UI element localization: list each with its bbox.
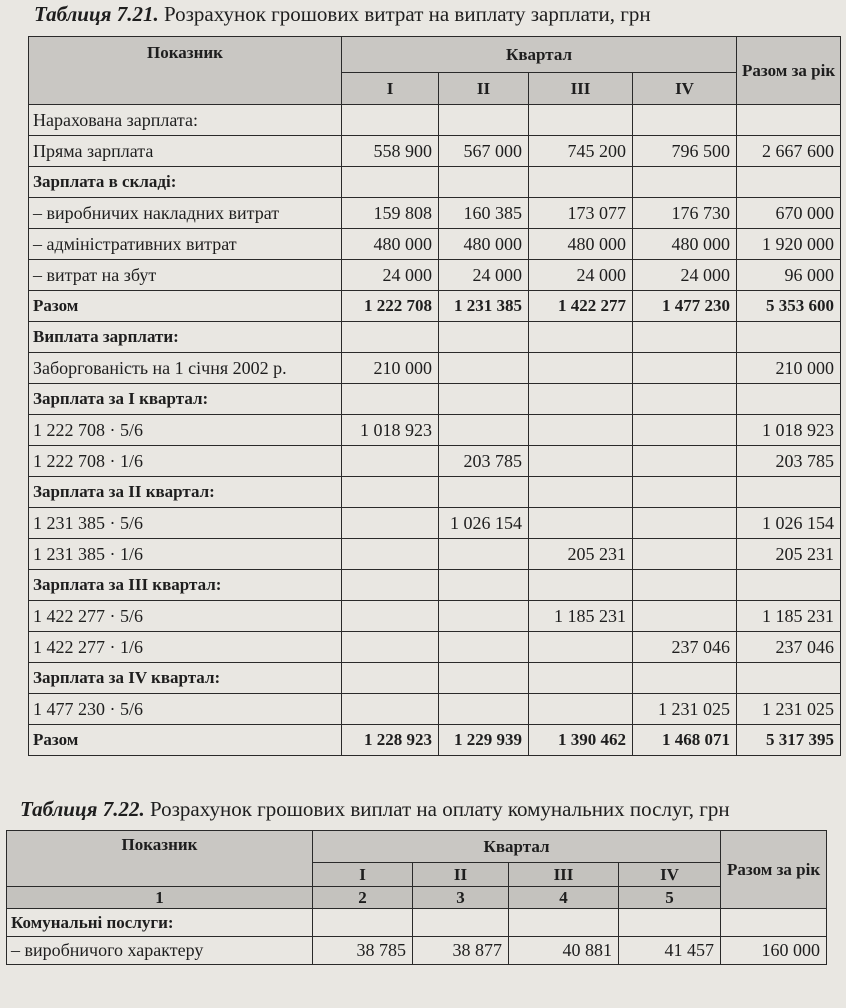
value-cell (439, 477, 529, 508)
table-row (29, 446, 841, 477)
value-cell (529, 508, 633, 539)
value-cell (529, 105, 633, 136)
value-cell: 24 000 (633, 260, 737, 291)
value-cell: 1 018 923 (342, 415, 439, 446)
value-cell (313, 909, 413, 937)
table-row (7, 909, 827, 937)
value-cell: 1 231 385 (439, 291, 529, 322)
value-cell (342, 384, 439, 415)
value-cell: 567 000 (439, 136, 529, 167)
header-q3: III (529, 73, 633, 105)
value-cell (529, 322, 633, 353)
value-cell (439, 167, 529, 198)
header-quarter: Квартал (313, 831, 721, 863)
value-cell: 1 477 230 (633, 291, 737, 322)
table-row (29, 508, 841, 539)
header-col-number: 5 (619, 887, 721, 909)
value-cell (439, 694, 529, 725)
value-cell: 41 457 (619, 937, 721, 965)
row-label: Виплата зарплати: (29, 322, 342, 353)
value-cell: 1 390 462 (529, 725, 633, 756)
value-cell (529, 694, 633, 725)
table-row (29, 632, 841, 663)
value-cell (342, 446, 439, 477)
value-cell: 40 881 (509, 937, 619, 965)
value-cell: 205 231 (737, 539, 841, 570)
row-label: – адміністративних витрат (29, 229, 342, 260)
value-cell (439, 353, 529, 384)
header-q4: IV (633, 73, 737, 105)
value-cell: 1 231 025 (737, 694, 841, 725)
value-cell (633, 508, 737, 539)
header-indicator: Показник (7, 831, 313, 887)
caption-label: Таблиця 7.22. (20, 797, 145, 821)
value-cell (737, 477, 841, 508)
value-cell (439, 632, 529, 663)
table-row (29, 694, 841, 725)
value-cell: 2 667 600 (737, 136, 841, 167)
header-q4: IV (619, 863, 721, 887)
table-body (7, 909, 827, 965)
value-cell: 745 200 (529, 136, 633, 167)
value-cell (633, 105, 737, 136)
value-cell (509, 909, 619, 937)
table-row (29, 477, 841, 508)
value-cell: 210 000 (737, 353, 841, 384)
row-label: Разом (29, 291, 342, 322)
value-cell (633, 570, 737, 601)
value-cell (342, 570, 439, 601)
row-label: 1 222 708 · 1/6 (29, 446, 342, 477)
table-row (29, 291, 841, 322)
table-body (29, 105, 841, 756)
row-label: Зарплата за II квартал: (29, 477, 342, 508)
table-row (7, 937, 827, 965)
value-cell: 24 000 (529, 260, 633, 291)
value-cell (737, 663, 841, 694)
value-cell: 203 785 (439, 446, 529, 477)
value-cell (342, 167, 439, 198)
table-row (29, 384, 841, 415)
value-cell (737, 384, 841, 415)
header-col-number: 1 (7, 887, 313, 909)
row-label: Зарплата за III квартал: (29, 570, 342, 601)
salary-payments-table (28, 36, 841, 756)
value-cell (633, 663, 737, 694)
row-label: 1 477 230 · 5/6 (29, 694, 342, 725)
value-cell: 1 026 154 (737, 508, 841, 539)
value-cell (529, 384, 633, 415)
value-cell: 480 000 (439, 229, 529, 260)
value-cell: 480 000 (529, 229, 633, 260)
utility-payments-table (6, 830, 827, 965)
value-cell (342, 477, 439, 508)
value-cell (439, 105, 529, 136)
value-cell (633, 384, 737, 415)
value-cell (439, 415, 529, 446)
value-cell: 38 785 (313, 937, 413, 965)
value-cell (439, 663, 529, 694)
row-label: Зарплата за I квартал: (29, 384, 342, 415)
table-row (29, 353, 841, 384)
value-cell (737, 105, 841, 136)
value-cell: 38 877 (413, 937, 509, 965)
table-row (29, 198, 841, 229)
value-cell: 237 046 (737, 632, 841, 663)
row-label: – виробничих накладних витрат (29, 198, 342, 229)
value-cell: 558 900 (342, 136, 439, 167)
value-cell: 1 422 277 (529, 291, 633, 322)
table-row (29, 570, 841, 601)
value-cell: 176 730 (633, 198, 737, 229)
value-cell (439, 570, 529, 601)
value-cell: 237 046 (633, 632, 737, 663)
value-cell (342, 105, 439, 136)
table-row (29, 105, 841, 136)
value-cell: 160 000 (721, 937, 827, 965)
value-cell (439, 539, 529, 570)
table-row (29, 229, 841, 260)
value-cell (619, 909, 721, 937)
value-cell (737, 322, 841, 353)
value-cell (529, 570, 633, 601)
value-cell (633, 322, 737, 353)
value-cell (633, 167, 737, 198)
value-cell: 1 222 708 (342, 291, 439, 322)
value-cell: 1 026 154 (439, 508, 529, 539)
value-cell: 205 231 (529, 539, 633, 570)
row-label: – витрат на збут (29, 260, 342, 291)
table-row (29, 260, 841, 291)
value-cell (633, 477, 737, 508)
value-cell (439, 601, 529, 632)
header-col-number: 2 (313, 887, 413, 909)
value-cell (737, 167, 841, 198)
table-row (29, 725, 841, 756)
value-cell: 796 500 (633, 136, 737, 167)
value-cell: 5 317 395 (737, 725, 841, 756)
value-cell: 1 018 923 (737, 415, 841, 446)
table-row (29, 322, 841, 353)
value-cell (737, 570, 841, 601)
table-row (29, 601, 841, 632)
value-cell: 1 185 231 (529, 601, 633, 632)
value-cell: 159 808 (342, 198, 439, 229)
value-cell (342, 322, 439, 353)
value-cell (342, 663, 439, 694)
value-cell: 1 228 923 (342, 725, 439, 756)
row-label: 1 422 277 · 1/6 (29, 632, 342, 663)
row-label: Пряма зарплата (29, 136, 342, 167)
value-cell (529, 415, 633, 446)
value-cell: 24 000 (342, 260, 439, 291)
row-label: Зарплата за IV квартал: (29, 663, 342, 694)
value-cell: 160 385 (439, 198, 529, 229)
value-cell (439, 384, 529, 415)
header-q1: I (313, 863, 413, 887)
row-label: Заборгованість на 1 січня 2002 р. (29, 353, 342, 384)
value-cell: 173 077 (529, 198, 633, 229)
value-cell (633, 446, 737, 477)
value-cell (529, 663, 633, 694)
table-row (29, 415, 841, 446)
row-label: 1 422 277 · 5/6 (29, 601, 342, 632)
value-cell: 5 353 600 (737, 291, 841, 322)
row-label: 1 222 708 · 5/6 (29, 415, 342, 446)
row-label: – виробничого характеру (7, 937, 313, 965)
value-cell (342, 632, 439, 663)
header-quarter: Квартал (342, 37, 737, 73)
value-cell (529, 477, 633, 508)
value-cell: 670 000 (737, 198, 841, 229)
header-total: Разом за рік (721, 831, 827, 909)
header-q2: II (439, 73, 529, 105)
value-cell (633, 415, 737, 446)
value-cell (529, 353, 633, 384)
header-col-number: 3 (413, 887, 509, 909)
value-cell (529, 632, 633, 663)
value-cell (413, 909, 509, 937)
row-label: 1 231 385 · 1/6 (29, 539, 342, 570)
header-q1: I (342, 73, 439, 105)
value-cell: 1 468 071 (633, 725, 737, 756)
header-q2: II (413, 863, 509, 887)
header-total: Разом за рік (737, 37, 841, 105)
value-cell (633, 353, 737, 384)
value-cell (342, 601, 439, 632)
row-label: Зарплата в складі: (29, 167, 342, 198)
caption-text: Розрахунок грошових виплат на оплату комунальних послуг, грн (149, 797, 730, 821)
value-cell (721, 909, 827, 937)
header-indicator: Показник (29, 37, 342, 105)
value-cell: 1 231 025 (633, 694, 737, 725)
header-col-number: 4 (509, 887, 619, 909)
value-cell (342, 539, 439, 570)
value-cell (439, 322, 529, 353)
value-cell (342, 694, 439, 725)
table-row (29, 167, 841, 198)
value-cell: 480 000 (342, 229, 439, 260)
value-cell (529, 446, 633, 477)
header-q3: III (509, 863, 619, 887)
value-cell: 24 000 (439, 260, 529, 291)
value-cell: 210 000 (342, 353, 439, 384)
value-cell (633, 539, 737, 570)
row-label: Комунальні послуги: (7, 909, 313, 937)
value-cell (633, 601, 737, 632)
table-7-21-caption (34, 2, 651, 27)
table-row (29, 136, 841, 167)
table-row (29, 539, 841, 570)
value-cell: 96 000 (737, 260, 841, 291)
value-cell: 1 185 231 (737, 601, 841, 632)
value-cell: 203 785 (737, 446, 841, 477)
value-cell (342, 508, 439, 539)
value-cell (529, 167, 633, 198)
table-row (29, 663, 841, 694)
row-label: Нарахована зарплата: (29, 105, 342, 136)
table-7-22-caption (20, 797, 730, 822)
value-cell: 480 000 (633, 229, 737, 260)
caption-text: Розрахунок грошових витрат на виплату зарплати, грн (163, 2, 651, 26)
row-label: 1 231 385 · 5/6 (29, 508, 342, 539)
value-cell: 1 920 000 (737, 229, 841, 260)
row-label: Разом (29, 725, 342, 756)
value-cell: 1 229 939 (439, 725, 529, 756)
caption-label: Таблиця 7.21. (34, 2, 159, 26)
